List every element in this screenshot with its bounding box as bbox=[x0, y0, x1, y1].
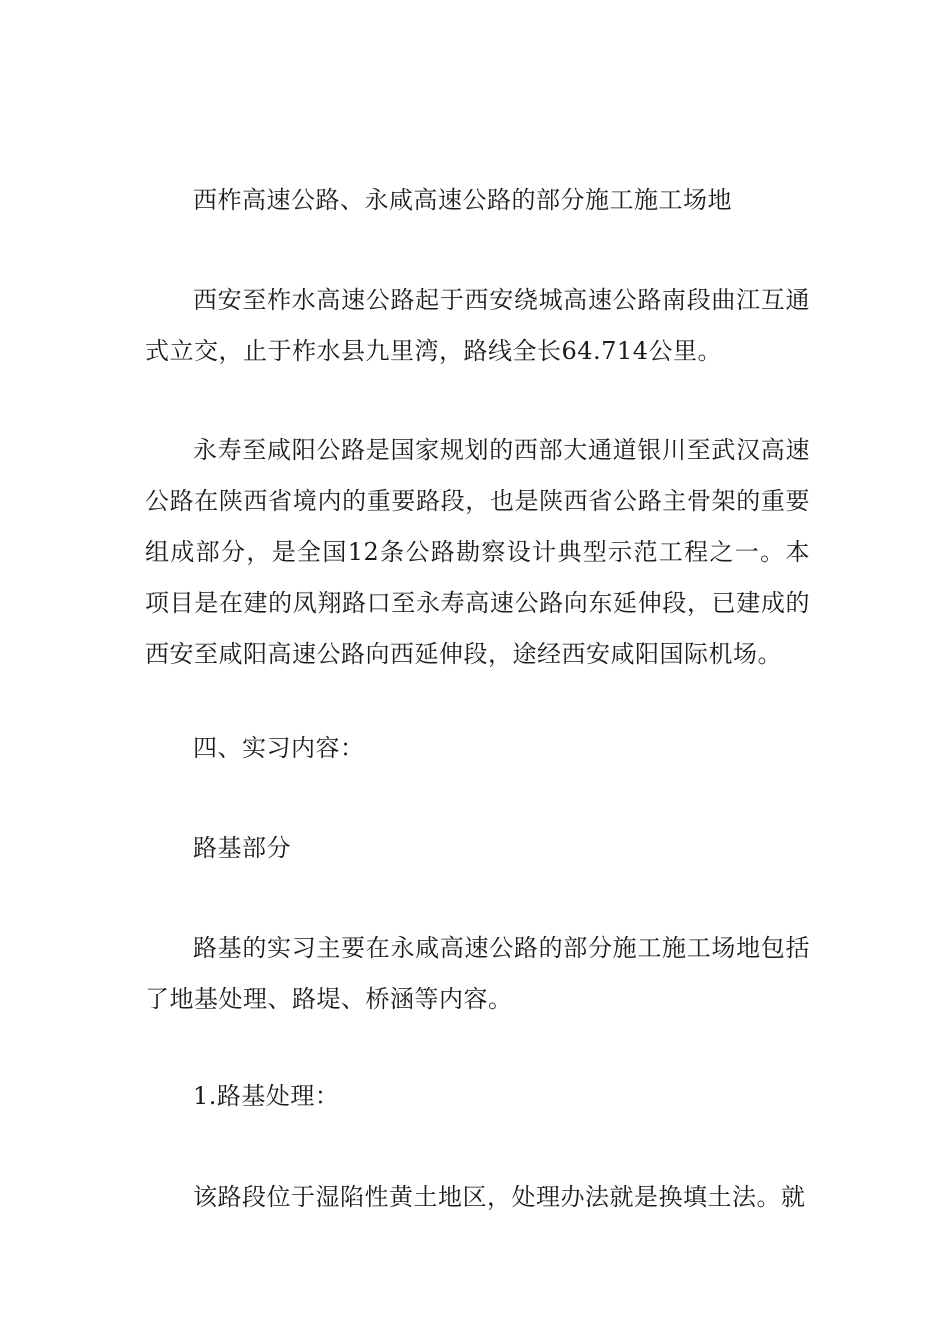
paragraph-loess-treatment: 该路段位于湿陷性黄土地区，处理办法就是换填土法。就 bbox=[193, 1183, 806, 1211]
subheading-roadbed-treatment: 1.路基处理： bbox=[193, 1082, 340, 1110]
paragraph-yongxian-highway: 永寿至咸阳公路是国家规划的西部大通道银川至武汉高速公路在陕西省境内的重要路段，也是陕西省公路主骨架的重要组成部分，是全国12条公路勘察设计典型示范工程之一。本项目是在建的凤翔路口至永寿高速公路向东延伸段，已建成的西安至咸阳高速公路向西延伸段，途经西安咸阳国际机场。 bbox=[145, 436, 810, 668]
paragraph-xizha-highway: 西安至柞水高速公路起于西安绕城高速公路南段曲江互通式立交，止于柞水县九里湾，路线全长64.714公里。 bbox=[145, 286, 810, 365]
paragraph-roadbed-internship: 路基的实习主要在永咸高速公路的部分施工施工场地包括了地基处理、路堤、桥涵等内容。 bbox=[145, 934, 810, 1013]
paragraph-construction-sites: 西柞高速公路、永咸高速公路的部分施工施工场地 bbox=[193, 186, 732, 214]
subheading-roadbed: 路基部分 bbox=[193, 834, 291, 862]
section-heading-internship-content: 四、实习内容： bbox=[193, 734, 365, 762]
